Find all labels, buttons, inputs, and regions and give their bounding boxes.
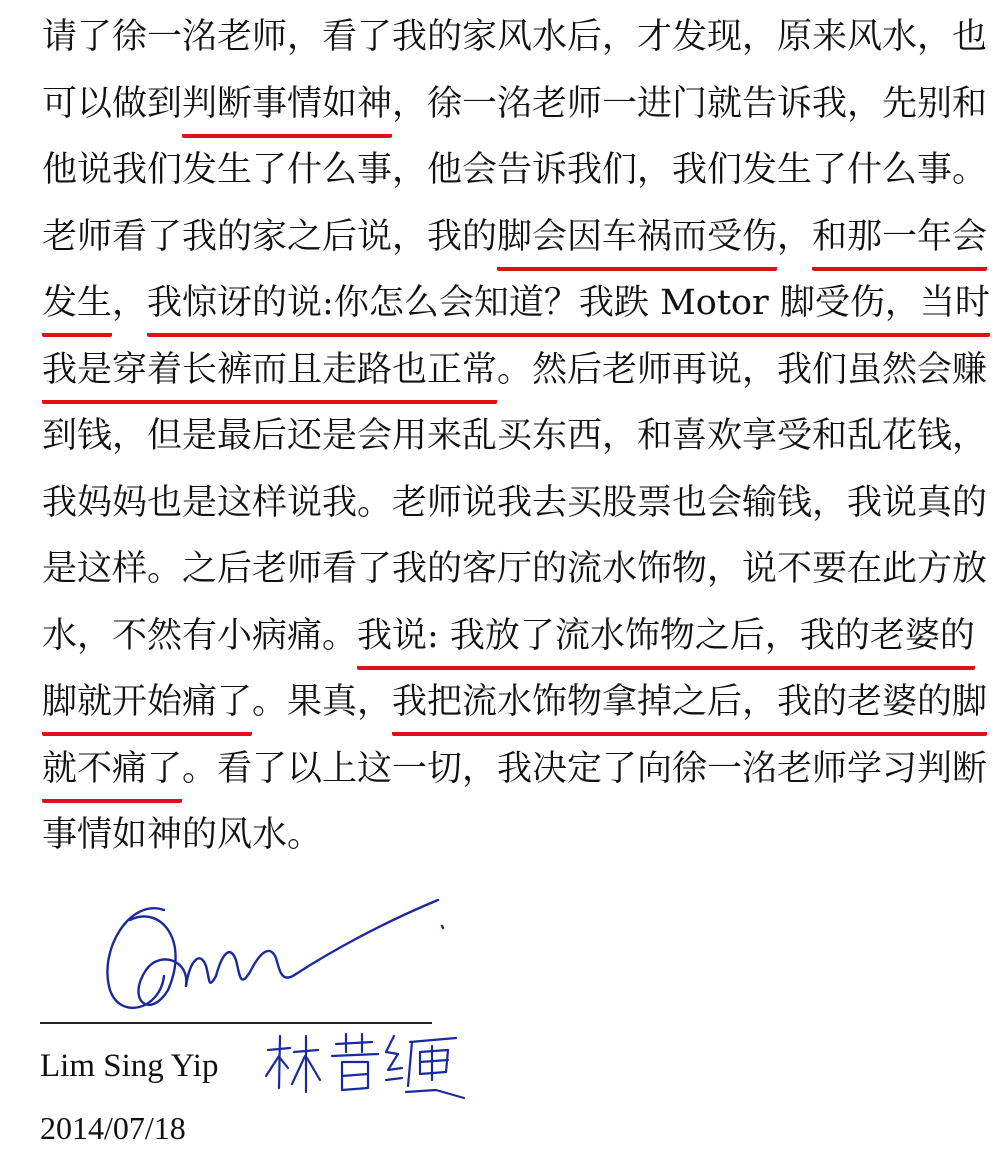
underlined-text: 发生 [42, 277, 112, 337]
underlined-text: 我说: 我放了流水饰物之后，我的老婆的 [357, 610, 975, 670]
letter-line [42, 403, 988, 469]
underlined-text: 和那一年会 [812, 211, 987, 271]
letter-text: ， [777, 216, 813, 257]
letter-line [42, 270, 990, 336]
underlined-text: 就不痛了 [42, 743, 182, 803]
letter-text: ，徐一洺老师一进门就告诉我，先别和 [392, 83, 988, 124]
underlined-text: 我惊讶的说:你怎么会知道？我跌 Motor 脚受伤，当时 [147, 277, 990, 337]
letter-text: 。看了以上这一切，我决定了向徐一洺老师学习判断 [182, 748, 988, 789]
letter-line [42, 669, 988, 735]
signature-block [40, 880, 540, 1150]
underlined-text: 脚就开始痛了 [42, 676, 252, 736]
signer-name: Lim Sing Yip [40, 1048, 219, 1084]
letter-line [42, 337, 988, 403]
handwritten-signature [90, 880, 470, 1030]
letter-line [42, 4, 988, 70]
letter-line [42, 71, 988, 137]
letter-text: 我妈妈也是这样说我。老师说我去买股票也会输钱，我说真的 [42, 482, 988, 523]
letter-text: 是这样。之后老师看了我的客厅的流水饰物，说不要在此方放 [42, 549, 988, 589]
letter-text: 他说我们发生了什么事，他会告诉我们，我们发生了什么事。 [42, 150, 988, 190]
letter-text: 水，不然有小病痛。 [42, 615, 358, 656]
letter-line [42, 137, 988, 203]
underlined-text: 我把流水饰物拿掉之后，我的老婆的脚 [392, 676, 987, 736]
letter-line [42, 603, 975, 669]
letter-text: 老师看了我的家之后说，我的 [42, 216, 498, 257]
letter-line [42, 736, 988, 802]
handwritten-chinese-name [260, 1028, 470, 1108]
signature-line [40, 1022, 432, 1024]
letter-text: ， [112, 283, 148, 323]
letter-line [42, 802, 972, 868]
letter-text: 到钱，但是最后还是会用来乱买东西，和喜欢享受和乱花钱， [42, 416, 988, 456]
underlined-text: 我是穿着长裤而且走路也正常 [42, 344, 497, 404]
letter-line [42, 204, 988, 270]
letter-text: 请了徐一洺老师，看了我的家风水后，才发现，原来风水，也 [42, 17, 988, 57]
letter-line [42, 470, 988, 536]
letter-text: 。然后老师再说，我们虽然会赚 [497, 349, 988, 390]
letter-text: 。果真， [252, 682, 393, 722]
letter-text: 可以做到 [42, 83, 183, 124]
underlined-text: 判断事情如神 [182, 78, 392, 138]
letter-text: 事情如神的风水。 [42, 815, 323, 855]
signature-date: 2014/07/18 [40, 1110, 186, 1146]
underlined-text: 脚会因车祸而受伤 [497, 211, 777, 271]
letter-line [42, 536, 988, 602]
